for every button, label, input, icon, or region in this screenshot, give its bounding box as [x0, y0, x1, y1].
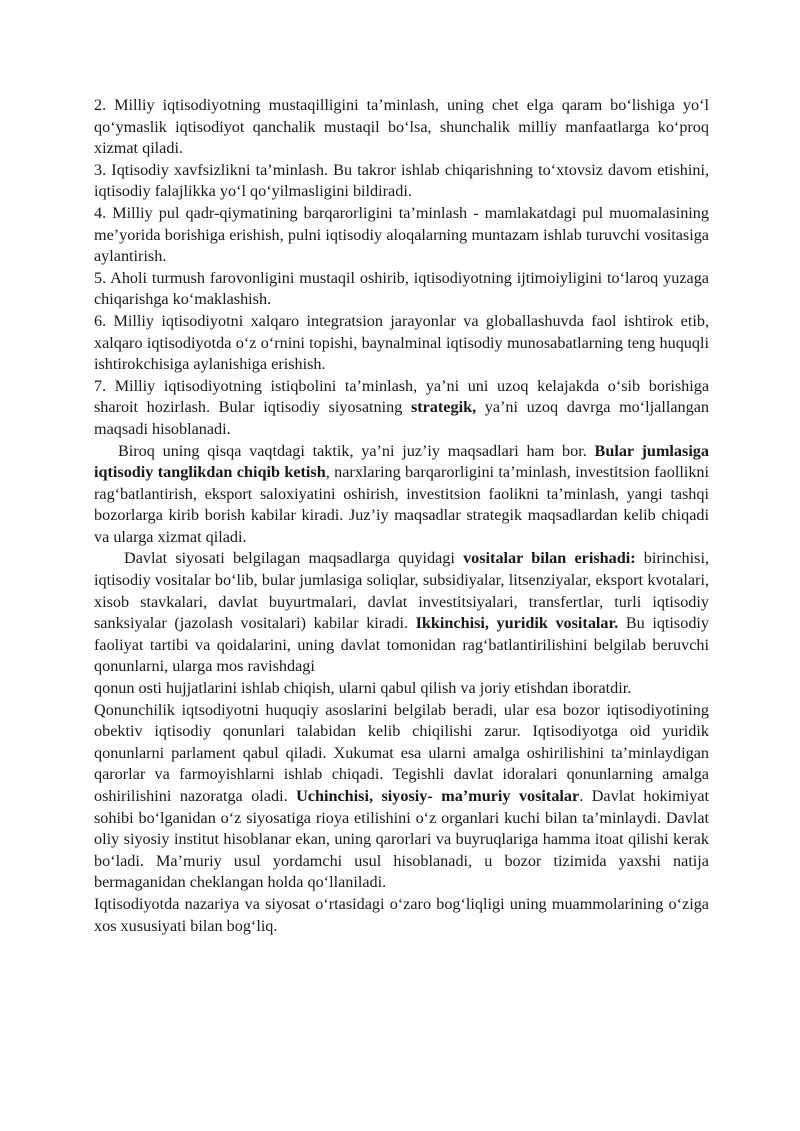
- paragraph-text: 3. Iqtisodiy xavfsizlikni ta’minlash. Bu takror ishlab chiqarishning to‘xtovsiz davom etishini, iqtisodiy falajlikka yo‘l qo‘yilmasligini bildiradi.: [94, 160, 709, 201]
- paragraph-text: ya’ni uzoq davrga mo‘ljallangan maqsadi hisoblanadi.: [94, 398, 709, 438]
- paragraph-goal-5: [94, 268, 709, 311]
- paragraph-text: , narxlaring barqarorligini ta’minlash, investitsion faollikni rag‘batlantirish, eksport saloxiyatini oshirish, investitsion faolikni ta’minlash, yangi tashqi bozorlarga kirib borish kabilar kiradi. Juz’iy maqsadlar strategik maqsadlardan kelib chiqadi va ularga xizmat qiladi.: [94, 463, 710, 546]
- paragraph-text: 4. Milliy pul qadr-qiymatining barqarorligini ta’minlash - mamlakatdagi pul muomalasining me’yorida borishiga erishish, pulni iqtisodiy aloqalarning muntazam ishlab turuvchi vositasiga aylantirish.: [94, 203, 709, 266]
- paragraph-theory-policy: [94, 894, 709, 937]
- paragraph-bylaws: [94, 678, 709, 700]
- paragraph-text: 5. Aholi turmush farovonligini mustaqil oshirib, iqtisodiyotning ijtimoiyligini to‘laroq yuzaga chiqarishga ko‘maklashish.: [94, 268, 709, 309]
- paragraph-text: 6. Milliy iqtisodiyotni xalqaro integratsion jarayonlar va globallashuvda faol ishtirok etib, xalqaro iqtisodiyotda o‘z o‘rnini topishi, baynalminal iqtisodiy munosabatlarning teng huquqli ishtirokchisiga aylanishiga erishish.: [94, 311, 709, 374]
- paragraph-text: Bu iqtisodiy faoliyat tartibi va qoidalarini, uning davlat tomonidan rag‘batlantirilishini belgilab beruvchi qonunlarni, ularga mos ravishdagi: [94, 614, 710, 676]
- paragraph-bold-term: Bular jumlasiga iqtisodiy tanglikdan chiqib ketish: [94, 441, 709, 482]
- paragraph-text: 2. Milliy iqtisodiyotning mustaqilligini ta’minlash, uning chet elga qaram bo‘lishiga yo‘l qo‘ymaslik iqtisodiyot qanchalik mustaqil bo‘lsa, shunchalik milliy manfaatlarga ko‘proq xizmat qiladi.: [94, 96, 709, 158]
- paragraph-bold-term: vositalar bilan erishadi:: [463, 549, 636, 568]
- paragraph-legislation: [94, 700, 709, 894]
- document-page: [94, 95, 709, 937]
- paragraph-policy-instruments: [94, 548, 709, 678]
- paragraph-goal-2: [94, 95, 709, 160]
- paragraph-text: . Davlat hokimiyat sohibi bo‘lganidan o‘z siyosatiga rioya etilishini o‘z organlari kuchi bilan ta’minlaydi. Davlat oliy siyosiy institut hisoblanar ekan, uning qarorlari va buyruqlariga hamma itoat qilishi kerak bo‘ladi. Ma’muriy usul yordamchi usul hisoblanadi, u bozor tizimida yaxshi natija bermaganidan cheklangan holda qo‘llaniladi.: [94, 787, 709, 892]
- paragraph-bold-term: Uchinchisi, siyosiy- ma’muriy vositalar: [296, 787, 580, 805]
- paragraph-tactical-goals: [94, 441, 709, 549]
- paragraph-text: birinchisi, iqtisodiy vositalar bo‘lib, bular jumlasiga soliqlar, subsidiyalar, litsenziyalar, eksport kvotalari, xisob stavkalari, davlat buyurtmalari, davlat investitsiyalari, transfertlar, turli iqtisodiy sanksiyalar (jazolash vositalari) kabilar kiradi.: [94, 549, 709, 633]
- paragraph-text: Biroq uning qisqa vaqtdagi taktik, ya’ni juz’iy maqsadlari ham bor.: [118, 441, 595, 460]
- paragraph-text: qonun osti hujjatlarini ishlab chiqish, ularni qabul qilish va joriy etishdan iboratdir.: [94, 679, 632, 698]
- paragraph-text: Iqtisodiyotda nazariya va siyosat o‘rtasidagi o‘zaro bog‘liqligi uning muammolarining o‘ziga xos xususiyati bilan bog‘liq.: [94, 894, 709, 935]
- paragraph-text: Qonunchilik iqtsodiyotni huquqiy asoslarini belgilab beradi, ular esa bozor iqtisodiyotining obektiv iqtisodiy qonunlari talabidan kelib chiqilishi zarur. Iqtisodiyotga oid yuridik qonunlarni parlament qabul qiladi. Xukumat esa ularni amalga oshirilishini ta’minlaydigan qarorlar va farmoyishlarni ishlab chiqadi. Tegishli davlat idoralari qonunlarning amalga oshirilishini nazoratga oladi.: [94, 700, 709, 805]
- paragraph-goal-4: [94, 203, 709, 268]
- paragraph-text: Davlat siyosati belgilagan maqsadlarga quyidagi: [124, 549, 464, 568]
- paragraph-goal-7: [94, 376, 709, 441]
- paragraph-text: 7. Milliy iqtisodiyotning istiqbolini ta’minlash, ya’ni uni uzoq kelajakda o‘sib borishiga sharoit hozirlash. Bular iqtisodiy siyosatning: [94, 376, 709, 417]
- paragraph-goal-3: [94, 160, 709, 203]
- paragraph-bold-term: Ikkinchisi, yuridik vositalar.: [415, 614, 619, 633]
- paragraph-bold-term: strategik,: [410, 398, 477, 417]
- paragraph-goal-6: [94, 311, 709, 376]
